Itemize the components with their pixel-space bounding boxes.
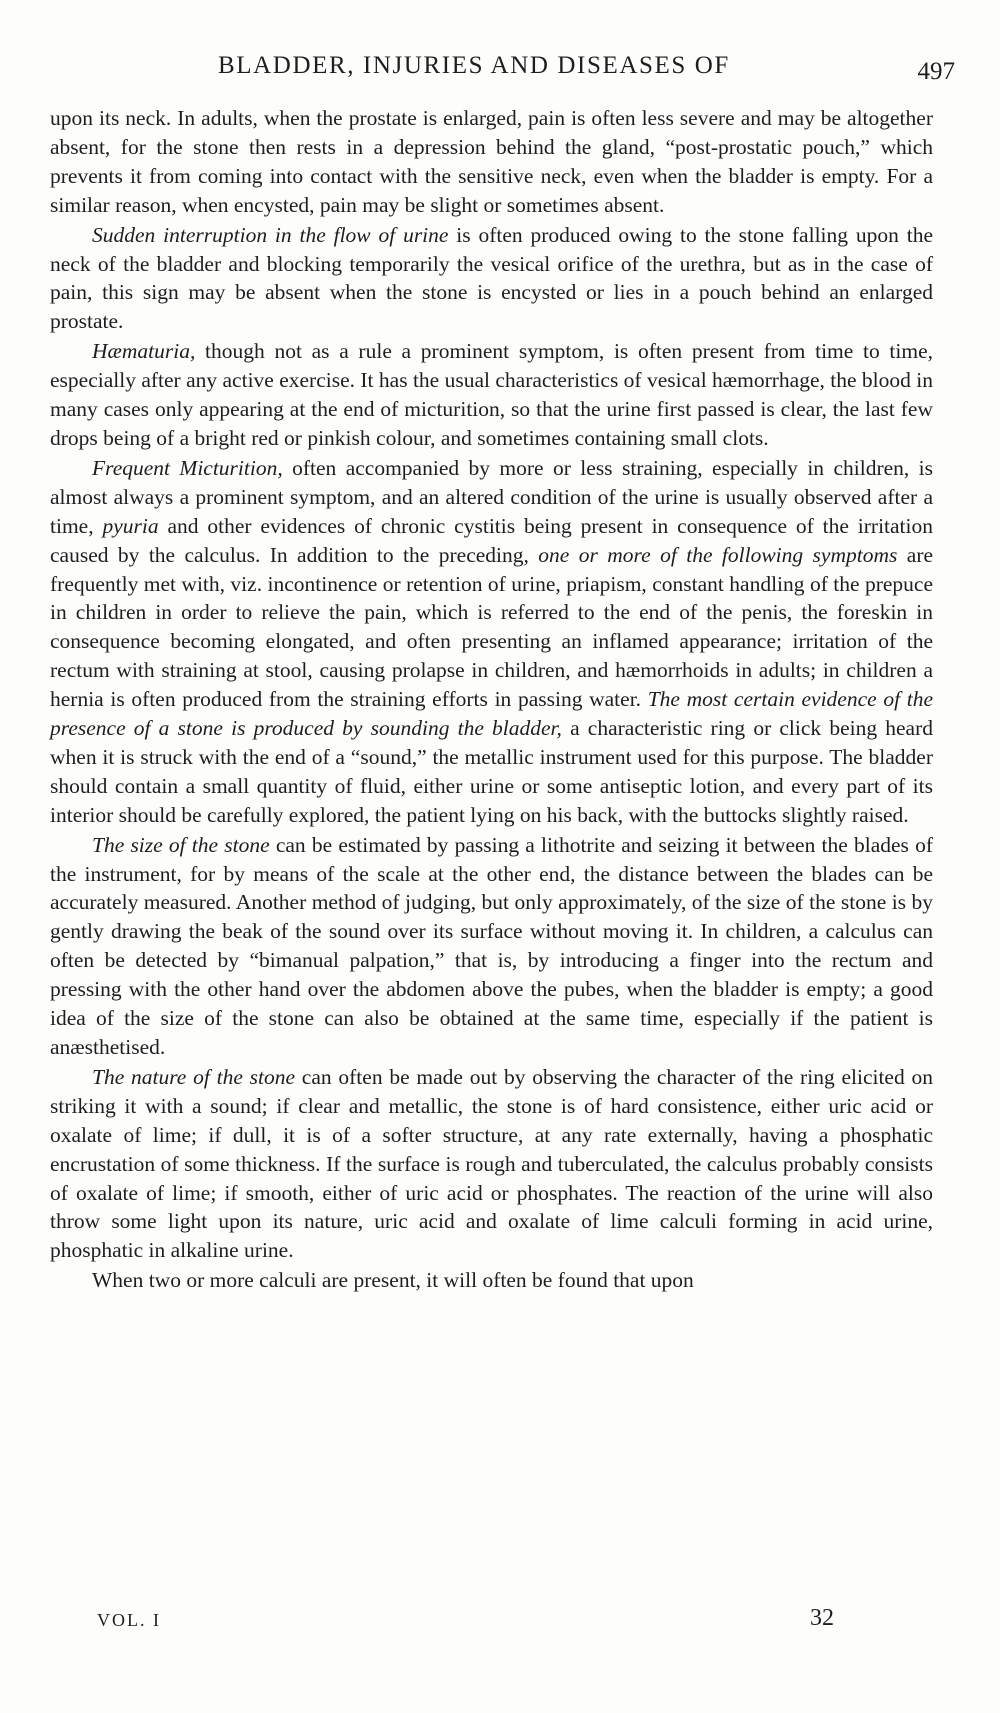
paragraph: [50, 1063, 933, 1265]
page-number: 497: [917, 58, 955, 85]
text-run: can be estimated by passing a lithotrite and seizing it between the blades of the instrument, for by means of the scale at the other end, the distance between the blades can be accurately measured. Another method of judging, but only approximately, of the size of the stone is by gently drawing the beak of the sound over its surface without moving it. In children, a calculus can often be detected by “bimanual palpation,” that is, by introducing a finger into the rectum and pressing with the other hand over the abdomen above the pubes, when the bladder is empty; a good idea of the size of the stone can also be obtained at the same time, especially if the patient is anæsthetised.: [50, 832, 933, 1059]
running-title: BLADDER, INJURIES AND DISEASES OF: [218, 52, 730, 79]
text-run: upon its neck. In adults, when the prostate is enlarged, pain is often less severe and may be altogether absent, for the stone then rests in a depression behind the gland, “post-prostatic pouch,” which prevents it from coming into contact with the sensitive neck, even when the bladder is empty. For a similar reason, when encysted, pain may be slight or sometimes absent.: [50, 106, 933, 217]
paragraph: [50, 831, 933, 1062]
signature-mark: 32: [810, 1605, 834, 1631]
italic-run: The nature of the stone: [92, 1064, 296, 1089]
running-head: [60, 52, 955, 88]
text-run: often accompanied by more or less straining, especially in children, is almost always a prominent symptom, and an altered condition of the urine is usually observed after a time,: [50, 455, 934, 538]
italic-run: Hæmaturia,: [92, 339, 196, 364]
text-run: a characteristic ring or click being heard when it is struck with the end of a “sound,” the metallic instrument used for this purpose. The bladder should contain a small quantity of fluid, either urine or some antiseptic lotion, and every part of its interior should be carefully explored, the patient lying on his back, with the buttocks slightly raised.: [50, 716, 934, 827]
paragraph: [50, 1266, 933, 1295]
italic-run: one or more of the following symptoms: [538, 542, 898, 567]
volume-label: VOL. I: [97, 1610, 161, 1630]
paragraph: [50, 454, 933, 830]
paragraph: [50, 104, 933, 220]
text-run: are frequently met with, viz. incontinence or retention of urine, priapism, constant handling of the prepuce in children in order to relieve the pain, which is referred to the end of the penis, the foreskin in consequence becoming elongated, and often presenting an inflamed appearance; irritation of the rectum with straining at stool, causing prolapse in children, and hæmorrhoids in adults; in children a hernia is often produced from the straining efforts in passing water.: [50, 542, 934, 712]
italic-run: The most certain evidence of the presence of a stone is produced by sounding the bladder,: [50, 687, 933, 741]
text-run: When two or more calculi are present, it will often be found that upon: [92, 1268, 694, 1293]
italic-run: Sudden interruption in the flow of urine: [92, 222, 449, 247]
text-run: can often be made out by observing the character of the ring elicited on striking it with a sound; if clear and metallic, the stone is of hard consistence, either uric acid or oxalate of lime; if dull, it is of a softer structure, at any rate externally, having a phosphatic encrustation of some thickness. If the surface is rough and tuberculated, the calculus probably consists of oxalate of lime; if smooth, either of uric acid or phosphates. The reaction of the urine will also throw some light upon its nature, uric acid and oxalate of lime calculi forming in acid urine, phosphatic in alkaline urine.: [50, 1064, 933, 1263]
italic-run: The size of the stone: [92, 832, 270, 857]
body-text: [50, 104, 933, 1295]
text-run: and other evidences of chronic cystitis being present in consequence of the irritation caused by the calculus. In addition to the preceding,: [50, 513, 934, 567]
italic-run: Frequent Micturition,: [92, 455, 283, 480]
paragraph: [50, 221, 933, 337]
italic-run: pyuria: [102, 513, 159, 538]
text-run: though not as a rule a prominent symptom, is often present from time to time, especially after any active exercise. It has the usual characteristics of vesical hæmorrhage, the blood in many cases only appearing at the end of micturition, so that the urine first passed is clear, the last few drops being of a bright red or pinkish colour, and sometimes containing small clots.: [50, 339, 933, 450]
text-run: is often produced owing to the stone falling upon the neck of the bladder and blocking temporarily the vesical orifice of the urethra, but as in the case of pain, this sign may be absent when the stone is encysted or lies in a pouch behind an enlarged prostate.: [50, 222, 933, 334]
paragraph: [50, 337, 933, 453]
